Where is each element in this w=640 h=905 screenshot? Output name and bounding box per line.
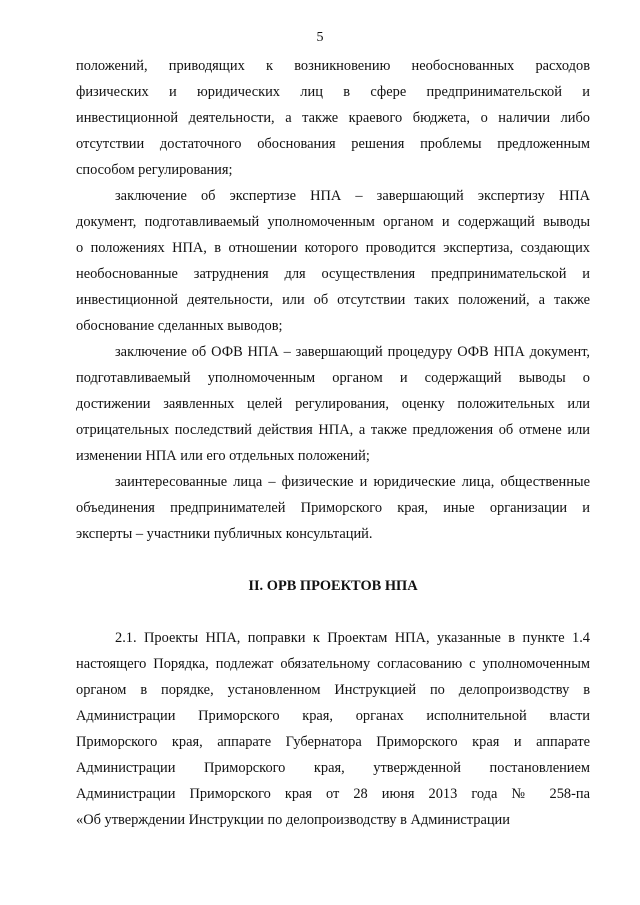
document-body bbox=[76, 53, 590, 833]
section-two-body bbox=[76, 625, 590, 833]
text-line: заинтересованные лица – физические и юридические лица, общественные bbox=[115, 474, 590, 490]
text-line: о положениях НПА, в отношении которого проводится экспертиза, создающих bbox=[76, 240, 590, 256]
text-line: отсутствии достаточного обоснования решения проблемы предложенным bbox=[76, 136, 590, 152]
text-line: Администрации Приморского края от 28 июня 2013 года № 258-па bbox=[76, 786, 590, 802]
text-line: физических и юридических лиц в сфере предпринимательской и bbox=[76, 84, 590, 100]
text-line: органом в порядке, установленном Инструкцией по делопроизводству в bbox=[76, 682, 590, 698]
text-line: настоящего Порядка, подлежат обязательному согласованию с уполномоченным bbox=[76, 656, 590, 672]
text-line: Администрации Приморского края, органах исполнительной власти bbox=[76, 708, 590, 724]
text-line: Администрации Приморского края, утвержденной постановлением bbox=[76, 760, 590, 776]
text-line: заключение об ОФВ НПА – завершающий процедуру ОФВ НПА документ, bbox=[115, 344, 590, 360]
paragraph bbox=[76, 625, 590, 833]
text-line: документ, подготавливаемый уполномоченным органом и содержащий выводы bbox=[76, 214, 590, 230]
text-line: обоснование сделанных выводов; bbox=[76, 318, 283, 334]
text-line: изменении НПА или его отдельных положений; bbox=[76, 448, 370, 464]
page-number: 5 bbox=[316, 30, 324, 45]
text-line: инвестиционной деятельности, или об отсутствии таких положений, а также bbox=[76, 292, 590, 308]
text-line: положений, приводящих к возникновению необоснованных расходов bbox=[76, 58, 590, 74]
paragraph bbox=[76, 183, 590, 339]
text-line: достижении заявленных целей регулирования, оценку положительных или bbox=[76, 396, 590, 412]
paragraph bbox=[76, 53, 590, 183]
text-line: объединения предпринимателей Приморского края, иные организации и bbox=[76, 500, 590, 516]
definitions-section bbox=[76, 53, 590, 547]
spacer bbox=[76, 599, 590, 625]
spacer bbox=[76, 547, 590, 573]
text-line: подготавливаемый уполномоченным органом и содержащий выводы о bbox=[76, 370, 590, 386]
paragraph bbox=[76, 339, 590, 469]
text-line: Приморского края, аппарате Губернатора Приморского края и аппарате bbox=[76, 734, 590, 750]
text-line: «Об утверждении Инструкции по делопроизводству в Администрации bbox=[76, 812, 510, 828]
text-line: заключение об экспертизе НПА – завершающий экспертизу НПА bbox=[115, 188, 590, 204]
text-line: 2.1. Проекты НПА, поправки к Проектам НПА, указанные в пункте 1.4 bbox=[115, 630, 590, 646]
paragraph bbox=[76, 469, 590, 547]
text-line: эксперты – участники публичных консультаций. bbox=[76, 526, 373, 542]
text-line: способом регулирования; bbox=[76, 162, 233, 178]
text-line: необоснованные затруднения для осуществления предпринимательской и bbox=[76, 266, 590, 282]
section-heading: II. ОРВ ПРОЕКТОВ НПА bbox=[248, 578, 418, 594]
text-line: отрицательных последствий действия НПА, а также предложения об отмене или bbox=[76, 422, 590, 438]
text-line: инвестиционной деятельности, а также краевого бюджета, о наличии либо bbox=[76, 110, 590, 126]
